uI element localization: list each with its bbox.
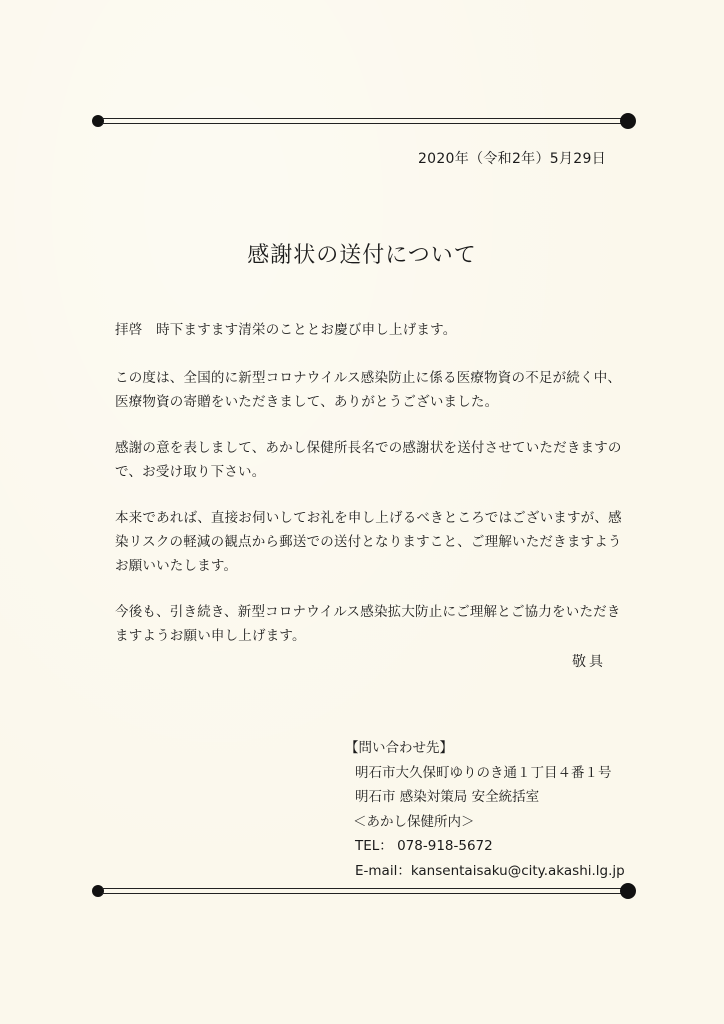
divider-dot	[92, 115, 104, 127]
divider-dot	[92, 885, 104, 897]
letter-closing: 敬具	[572, 654, 606, 670]
letter-title: 感謝状の送付について	[247, 243, 477, 268]
bottom-divider	[92, 879, 636, 903]
divider-dot	[620, 883, 636, 899]
body-paragraph: 今後も、引き続き、新型コロナウイルス感染拡大防止にご理解とご協力をいただきますようお願い申し上げます。	[115, 604, 621, 644]
divider-line	[102, 123, 624, 124]
contact-department: 明石市 感染対策局 安全統括室	[355, 789, 540, 805]
contact-tel: TEL： 078-918-5672	[355, 838, 493, 854]
greeting-paragraph: 拝啓 時下ますます清栄のこととお慶び申し上げます。	[115, 322, 457, 338]
letter-body	[115, 318, 625, 670]
divider-dot	[620, 113, 636, 129]
top-divider	[92, 109, 636, 133]
body-paragraph: 感謝の意を表しまして、あかし保健所長名での感謝状を送付させていただきますので、お受け取り下さい。	[115, 440, 622, 480]
contact-block	[345, 736, 625, 883]
letter-date: 2020年（令和2年）5月29日	[417, 151, 606, 167]
divider-line	[102, 888, 624, 889]
contact-office: ＜あかし保健所内＞	[353, 813, 475, 830]
body-paragraph: この度は、全国的に新型コロナウイルス感染防止に係る医療物資の不足が続く中、医療物資の寄贈をいただきまして、ありがとうございました。	[115, 370, 622, 410]
body-paragraph: 本来であれば、直接お伺いしてお礼を申し上げるべきところではございますが、感染リスクの軽減の観点から郵送での送付となりますこと、ご理解いただきますようお願いいたします。	[115, 510, 622, 574]
divider-line	[102, 118, 624, 119]
contact-address: 明石市大久保町ゆりのき通１丁目４番１号	[355, 764, 612, 781]
contact-heading: 【問い合わせ先】	[345, 740, 453, 756]
divider-line	[102, 893, 624, 894]
contact-email: E-mail：kansentaisaku@city.akashi.lg.jp	[355, 862, 625, 879]
